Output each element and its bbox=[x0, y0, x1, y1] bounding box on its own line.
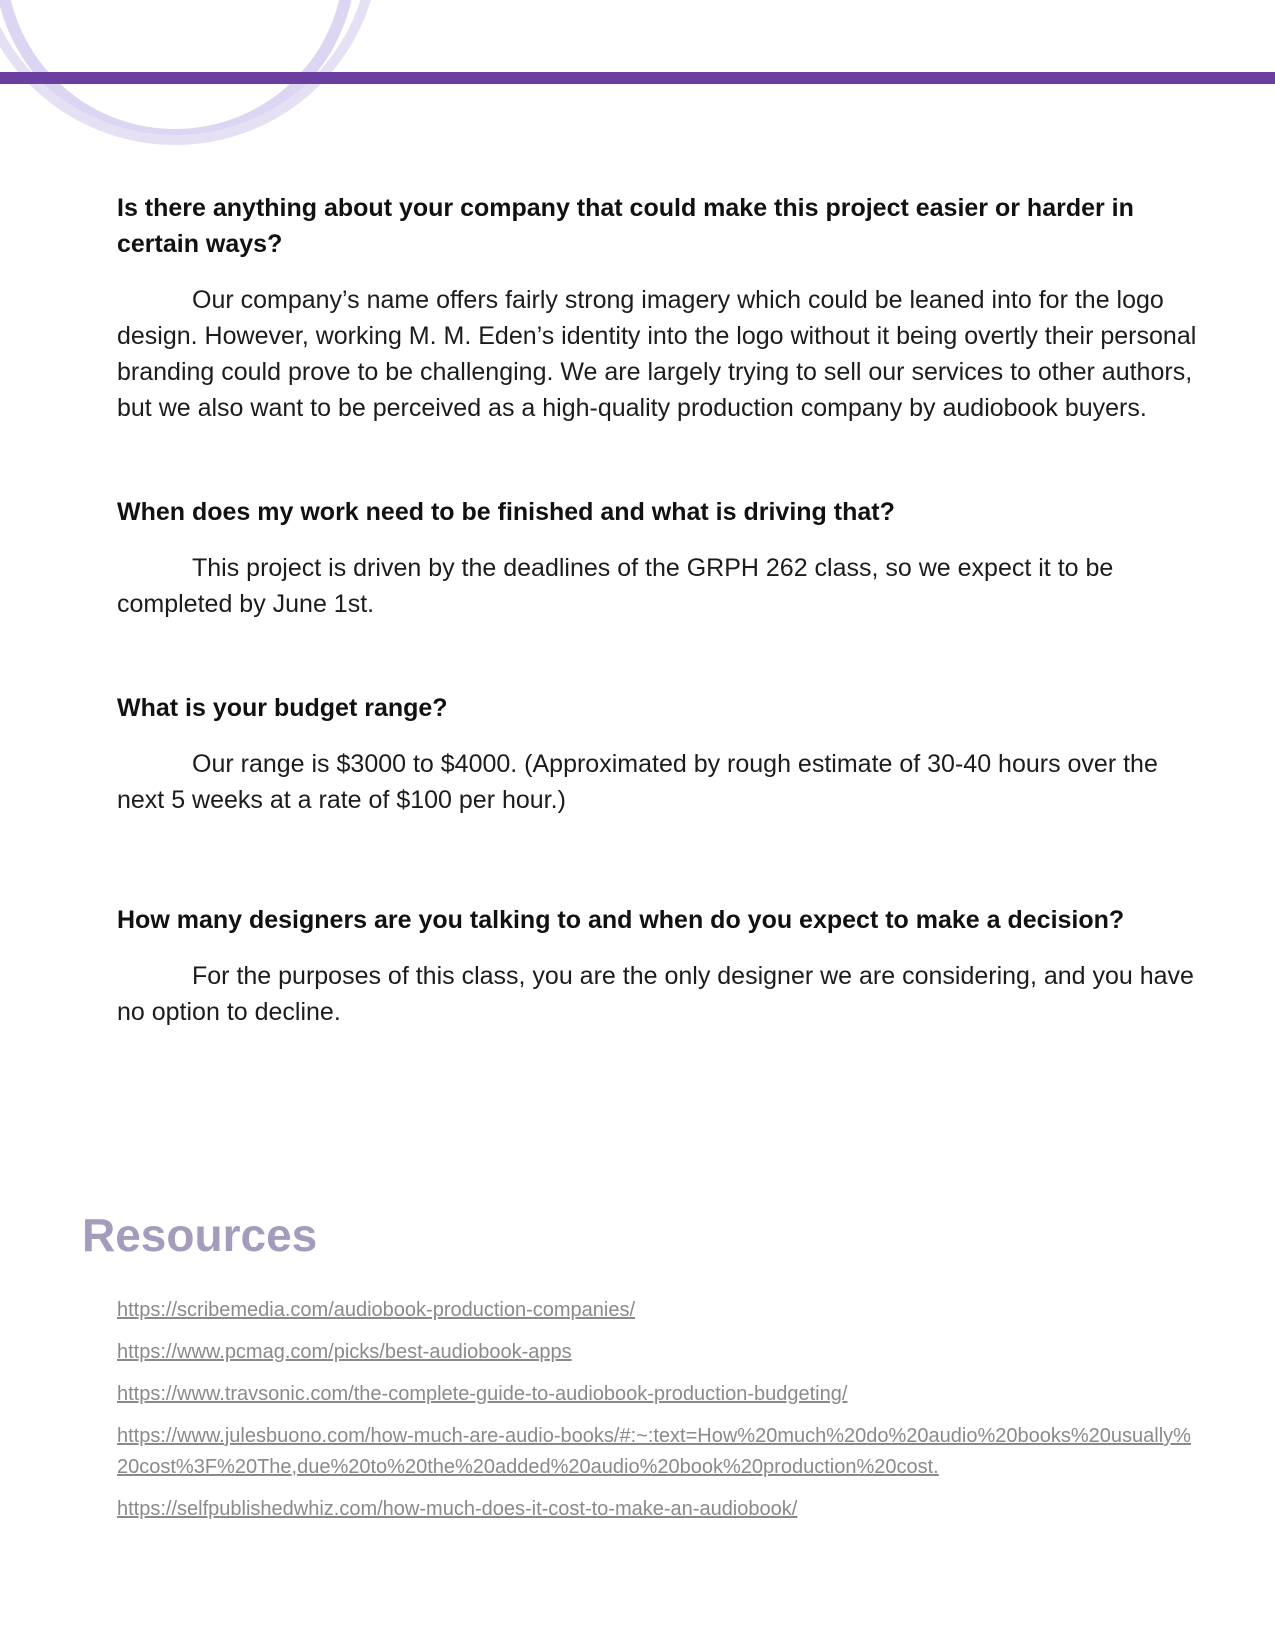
list-item bbox=[117, 1337, 1202, 1368]
question-heading: How many designers are you talking to and when do you expect to make a decision? bbox=[117, 906, 1125, 934]
resources-link-list bbox=[117, 1295, 1202, 1536]
answer-paragraph: Our range is $3000 to $4000. (Approximated by rough estimate of 30-40 hours over the next 5 weeks at a rate of $100 per hour.) bbox=[117, 750, 1158, 814]
resource-link[interactable]: https://www.julesbuono.com/how-much-are-audio-books/#:~:text=How%20much%20do%20audio%20books%20usually%20cost%3F%20The,due%20to%20the%20added%20audio%20book%20production%20cost. bbox=[117, 1425, 1191, 1478]
list-item bbox=[117, 1295, 1202, 1326]
resource-link[interactable]: https://scribemedia.com/audiobook-production-companies/ bbox=[117, 1299, 636, 1321]
question-heading: What is your budget range? bbox=[117, 694, 448, 722]
qa-section-1 bbox=[117, 190, 1202, 426]
qa-section-4 bbox=[117, 902, 1202, 1030]
resource-link[interactable]: https://www.travsonic.com/the-complete-guide-to-audiobook-production-budgeting/ bbox=[117, 1383, 848, 1405]
resource-link[interactable]: https://selfpublishedwhiz.com/how-much-does-it-cost-to-make-an-audiobook/ bbox=[117, 1498, 798, 1520]
list-item bbox=[117, 1421, 1202, 1483]
answer-paragraph: This project is driven by the deadlines of the GRPH 262 class, so we expect it to be completed by June 1st. bbox=[117, 554, 1114, 618]
outer-decorative-circle bbox=[0, 0, 350, 135]
list-item bbox=[117, 1379, 1202, 1410]
inner-decorative-circle bbox=[0, 0, 375, 140]
qa-section-3 bbox=[117, 690, 1202, 818]
answer-paragraph: Our company’s name offers fairly strong imagery which could be leaned into for the logo design. However, working M. M. Eden’s identity into the logo without it being overtly their personal branding could prove to be challenging. We are largely trying to sell our services to other authors, but we also want to be perceived as a high-quality production company by audiobook buyers. bbox=[117, 286, 1197, 422]
resource-link[interactable]: https://www.pcmag.com/picks/best-audiobook-apps bbox=[117, 1341, 572, 1363]
header-accent-bar bbox=[0, 72, 1275, 84]
answer-paragraph: For the purposes of this class, you are the only designer we are considering, and you have no option to decline. bbox=[117, 962, 1194, 1026]
qa-section-2 bbox=[117, 494, 1202, 622]
qa-content bbox=[117, 190, 1202, 1030]
list-item bbox=[117, 1494, 1202, 1525]
resources-heading: Resources bbox=[82, 1209, 318, 1261]
question-heading: When does my work need to be finished and what is driving that? bbox=[117, 498, 895, 526]
question-heading: Is there anything about your company that could make this project easier or harder in certain ways? bbox=[117, 194, 1134, 258]
